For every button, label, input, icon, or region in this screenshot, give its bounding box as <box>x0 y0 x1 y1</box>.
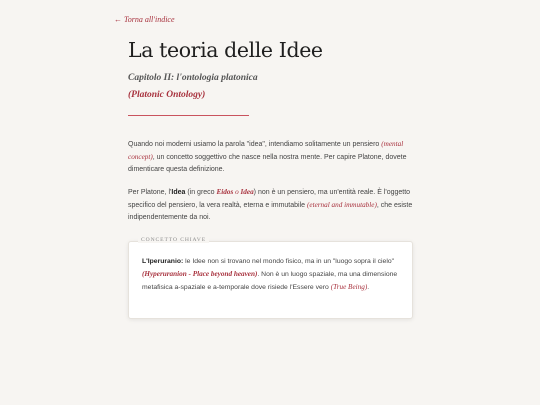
chapter-subtitle: Capitolo II: l'ontologia platonica <box>128 73 258 83</box>
key-concept-true-being: (True Being) <box>330 283 368 292</box>
idea-text-4: ) non è un pensiero, ma un'entità reale. È l'oggetto specifico del pensiero, la vera realtà, eterna e immutabile <box>128 189 411 210</box>
key-concept-text-2: . Non è un luogo spaziale, ma una dimensione metafisica a-spaziale e a-temporale dove risiede l'Essere vero <box>142 271 398 292</box>
intro-paragraph <box>128 138 413 177</box>
idea-text-or: o <box>233 188 241 196</box>
idea-text-2: (in greco <box>185 189 217 196</box>
intro-text-1: Quando noi moderni usiamo la parola "idea", intendiamo solitamente un pensiero <box>128 141 382 148</box>
idea-paragraph <box>128 186 413 225</box>
key-concept-hyperuranion: (Hyperuranion - Place beyond heaven) <box>142 270 258 279</box>
chapter-subtitle-english: (Platonic Ontology) <box>128 90 206 100</box>
idea-term-eidos: Eidos <box>216 188 234 196</box>
key-concept-term: L'Iperuranio: <box>142 258 184 265</box>
idea-term-idea: Idea <box>240 188 254 196</box>
key-concept-text-1: le Idee non si trovano nel mondo fisico, ma in un "luogo sopra il cielo" <box>183 258 395 265</box>
title-divider <box>128 115 249 116</box>
idea-text-1: Per Platone, l' <box>128 189 172 196</box>
page-title: La teoria delle Idee <box>128 38 323 62</box>
back-to-index-link[interactable]: ← Torna all'indice <box>114 15 175 24</box>
key-concept-label: CONCETTO CHIAVE <box>138 237 209 243</box>
intro-term-mental-concept: (mental concept) <box>128 140 404 162</box>
key-concept-text-3: . <box>367 284 370 292</box>
idea-term-eternal: (eternal and immutable) <box>306 201 377 210</box>
idea-text-5: , che esiste indipendentemente da noi. <box>128 202 413 222</box>
intro-text-2: , un concetto soggettivo che nasce nella nostra mente. Per capire Platone, dovete dimenticare questa definizione. <box>128 154 407 174</box>
idea-term-strong: Idea <box>171 189 186 196</box>
key-concept-text <box>142 256 404 294</box>
